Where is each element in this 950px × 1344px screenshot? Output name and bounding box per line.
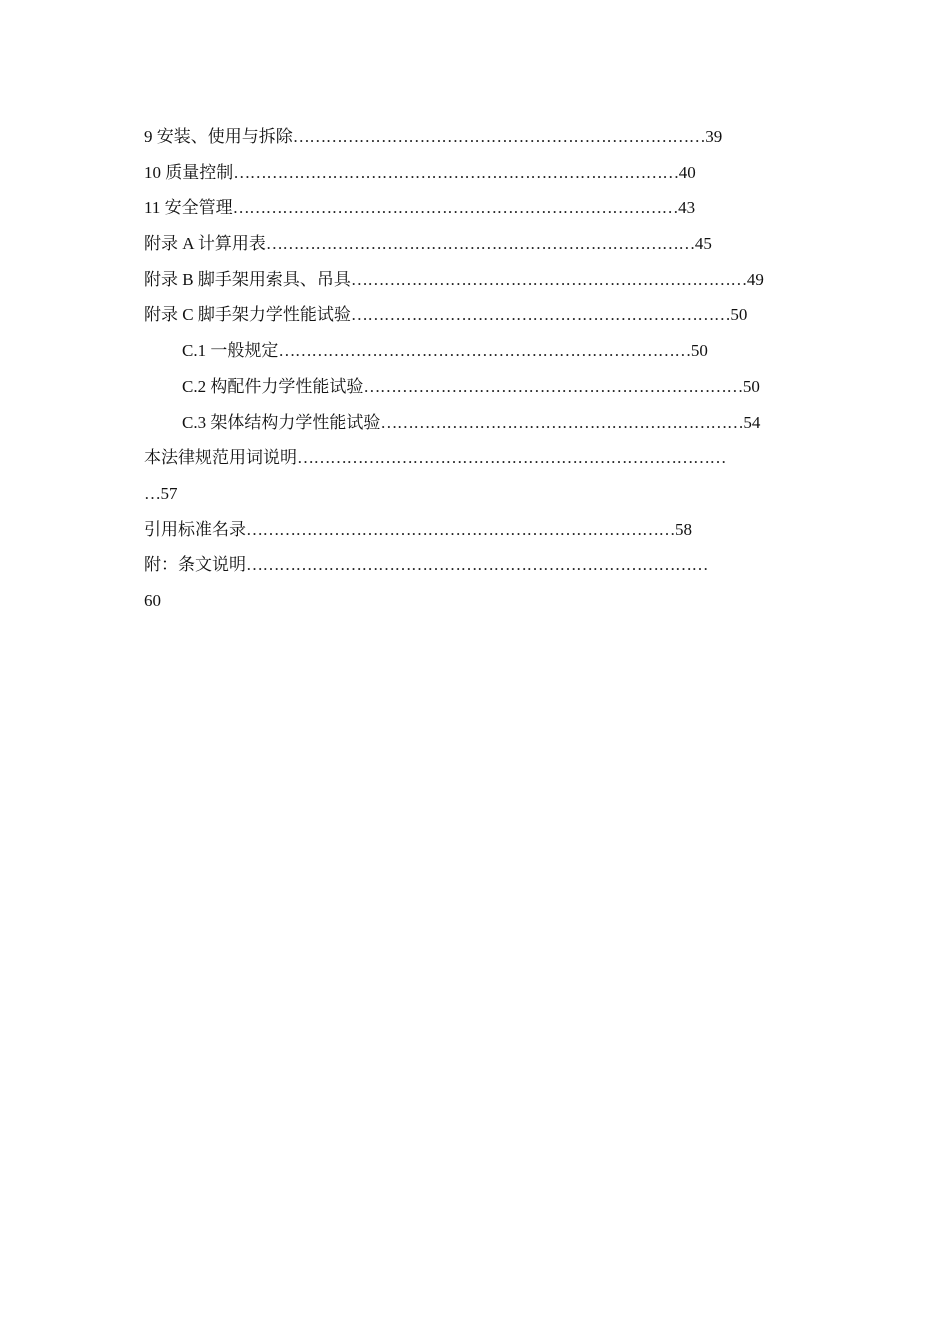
toc-entry[interactable] <box>144 445 806 481</box>
toc-entry-page: 54 <box>743 412 761 432</box>
toc-entry-title: 附录 A 计算用表 <box>144 234 266 254</box>
toc-entry[interactable] <box>144 160 806 196</box>
toc-entry-leader: ………………………………………………………………… <box>292 127 706 146</box>
toc-entry-leader: …………………………………………………………………… <box>297 448 726 468</box>
toc-entry-leader: …………………………………………………………… <box>363 376 743 396</box>
toc-entry-title: 附录 B 脚手架用索具、吊具 <box>144 269 351 289</box>
toc-entry-page: 58 <box>675 519 692 539</box>
toc-entry-page: 60 <box>144 590 161 610</box>
table-of-contents <box>144 124 806 624</box>
toc-entry-page: 40 <box>678 162 696 182</box>
toc-entry-page: 45 <box>694 234 712 254</box>
toc-entry-title: 附：条文说明 <box>144 555 246 575</box>
toc-entry[interactable] <box>144 231 806 267</box>
toc-entry-leader: ………………………………………………………………………… <box>246 555 708 575</box>
toc-entry-title: C.1 一般规定 <box>182 341 279 361</box>
toc-entry-title: 11 安全管理 <box>144 198 233 218</box>
toc-entry-page: 43 <box>678 198 696 218</box>
toc-entry-page: 49 <box>746 269 764 289</box>
toc-entry-leader: …………………………………………………………………… <box>265 234 695 254</box>
toc-entry-leader: … <box>144 483 161 503</box>
toc-entry-leader: …………………………………………………………………… <box>246 519 675 539</box>
toc-entry-leader: ……………………………………………………………… <box>350 269 747 289</box>
toc-entry-title: 引用标准名录 <box>144 519 246 539</box>
toc-entry-title: 附录 C 脚手架力学性能试验 <box>144 305 351 325</box>
toc-entry-continuation[interactable] <box>144 588 806 624</box>
toc-entry-page: 50 <box>730 305 748 325</box>
toc-subentry[interactable] <box>144 374 806 410</box>
toc-entry-page: 50 <box>742 376 760 396</box>
toc-entry-continuation[interactable] <box>144 481 806 517</box>
toc-entry-leader: ……………………………………………………………………… <box>233 162 679 182</box>
toc-entry-title: 10 质量控制 <box>144 162 234 182</box>
toc-entry-page: 39 <box>705 127 723 146</box>
toc-entry-title: C.2 构配件力学性能试验 <box>182 376 364 396</box>
toc-entry[interactable] <box>144 195 806 231</box>
toc-entry-page: 50 <box>690 341 708 361</box>
toc-entry-page: 57 <box>160 483 178 503</box>
toc-entry[interactable] <box>144 124 806 160</box>
toc-entry-title: 本法律规范用词说明 <box>144 448 297 468</box>
toc-entry-title: 9 安装、使用与拆除 <box>144 127 293 146</box>
toc-entry-title: C.3 架体结构力学性能试验 <box>182 412 381 432</box>
toc-subentry[interactable] <box>144 410 806 446</box>
toc-entry[interactable] <box>144 552 806 588</box>
toc-entry-leader: ………………………………………………………………… <box>278 341 691 361</box>
toc-entry-leader: ……………………………………………………………………… <box>232 198 679 218</box>
toc-subentry[interactable] <box>144 338 806 374</box>
toc-entry-leader: ………………………………………………………… <box>380 412 744 432</box>
toc-entry-leader: …………………………………………………………… <box>350 305 731 325</box>
toc-entry[interactable] <box>144 302 806 338</box>
toc-entry[interactable] <box>144 517 806 553</box>
toc-entry[interactable] <box>144 267 806 303</box>
